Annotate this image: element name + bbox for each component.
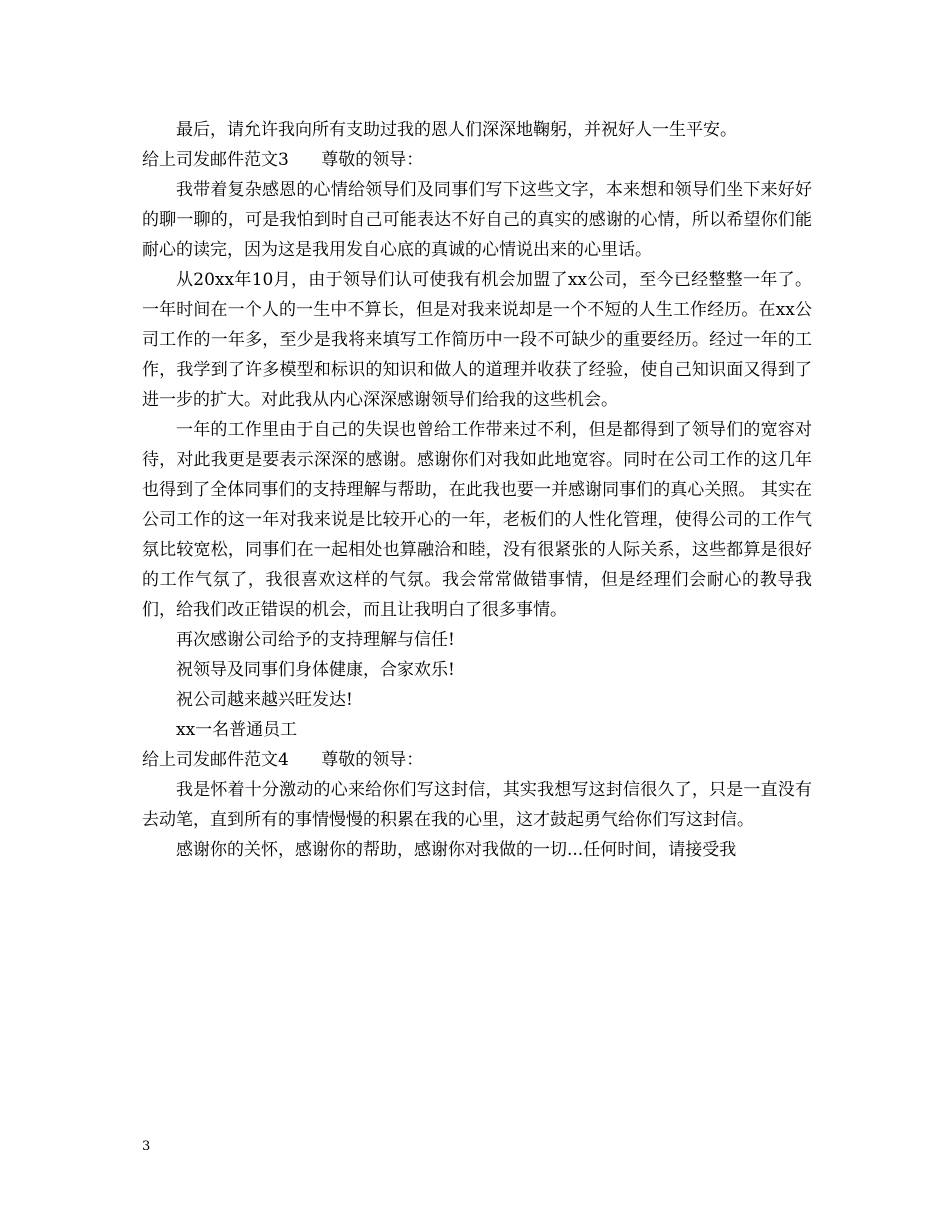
heading-sample-3: 给上司发邮件范文3 尊敬的领导： [142,150,424,170]
document-body [142,115,812,865]
paragraph-experience: 从20xx年10月，由于领导们认可使我有机会加盟了xx公司，至今已经整整一年了。一年时间在一个人的一生中不算长，但是对我来说却是一个不短的人生工作经历。在xx公司工作的一年多，至少是我将来填写工作简历中一段不可缺少的重要经历。经过一年的工作，我学到了许多模型和标识的知识和做人的道理并收获了经验，使自己知识面又得到了进一步的扩大。对此我从内心深深感谢领导们给我的这些机会。 [142,270,812,410]
paragraph-wish-health: 祝领导及同事们身体健康，合家欢乐! [176,660,455,680]
heading-sample-4: 给上司发邮件范文4 尊敬的领导： [142,750,424,770]
paragraph-signature: xx一名普通员工 [176,720,298,740]
paragraph-letter-opening: 我是怀着十分激动的心来给你们写这封信，其实我想写这封信很久了，只是一直没有去动笔，直到所有的事情慢慢的积累在我的心里，这才鼓起勇气给你们写这封信。 [142,780,812,830]
paragraph-thanks-again: 再次感谢公司给予的支持理解与信任! [176,630,455,650]
paragraph-intro: 我带着复杂感恩的心情给领导们及同事们写下这些文字，本来想和领导们坐下来好好的聊一聊的，可是我怕到时自己可能表达不好自己的真实的感谢的心情，所以希望你们能耐心的读完，因为这是我用发自心底的真诚的心情说出来的心里话。 [142,180,812,260]
page-number: 3 [142,1139,151,1154]
paragraph-letter-thanks: 感谢你的关怀，感谢你的帮助，感谢你对我做的一切...任何时间，请接受我 [176,840,737,860]
paragraph-closing-thanks: 最后，请允许我向所有支助过我的恩人们深深地鞠躬，并祝好人一生平安。 [176,120,737,140]
paragraph-wish-company: 祝公司越来越兴旺发达! [176,690,353,710]
paragraph-gratitude: 一年的工作里由于自己的失误也曾给工作带来过不利，但是都得到了领导们的宽容对待，对此我更是要表示深深的感谢。感谢你们对我如此地宽容。同时在公司工作的这几年也得到了全体同事们的支持理解与帮助，在此我也要一并感谢同事们的真心关照。 其实在公司工作的这一年对我来说是比较开心的一年，老板们的人性化管理，使得公司的工作气氛比较宽松，同事们在一起相处也算融洽和睦，没有很紧张的人际关系，这些都算是很好的工作气氛了，我很喜欢这样的气氛。我会常常做错事情，但是经理们会耐心的教导我们，给我们改正错误的机会，而且让我明白了很多事情。 [142,420,812,620]
